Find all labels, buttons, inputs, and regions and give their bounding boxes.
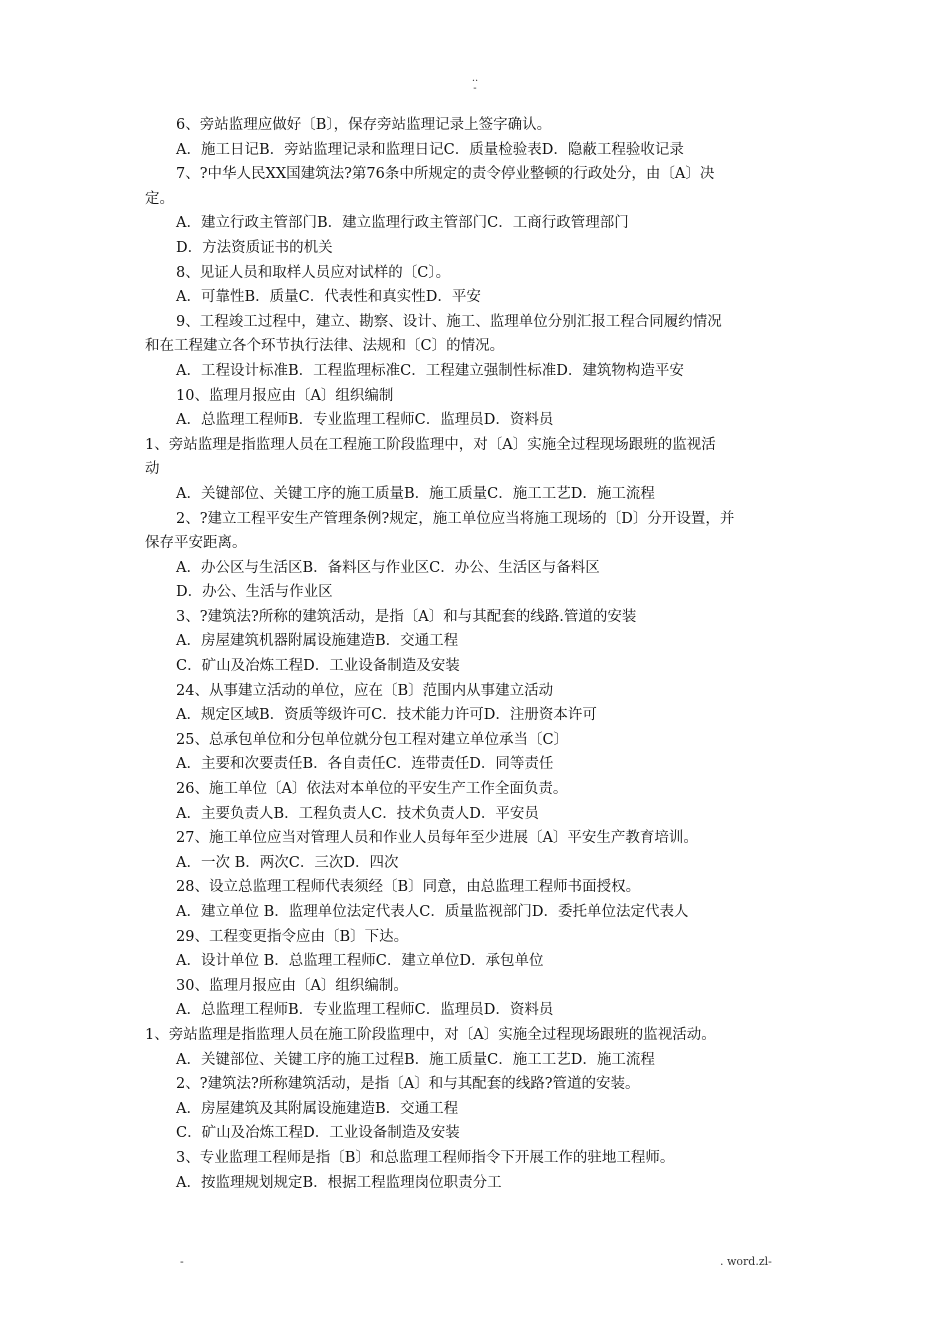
page-header: [0, 74, 950, 94]
text-line: 保存平安距离。: [145, 535, 247, 552]
text-line: 28、设立总监理工程师代表须经〔B〕同意，由总监理工程师书面授权。: [176, 879, 641, 896]
text-line: D．方法资质证书的机关: [176, 239, 333, 256]
text-line: A．关键部位、关键工序的施工质量B．施工质量C．施工工艺D．施工流程: [176, 485, 655, 502]
text-line: A．办公区与生活区B．备料区与作业区C．办公、生活区与备料区: [176, 559, 600, 576]
footer-right: . word.zl-: [720, 1255, 772, 1268]
text-line: 29、工程变更指令应由〔B〕下达。: [176, 928, 409, 945]
text-line: 6、旁站监理应做好〔B〕，保存旁站监理记录上签字确认。: [176, 117, 552, 133]
text-line: A．规定区域B．资质等级许可C．技术能力许可D．注册资本许可: [176, 707, 597, 724]
text-line: 3、专业监理工程师是指〔B〕和总监理工程师指令下开展工作的驻地工程师。: [176, 1149, 675, 1166]
text-line: A．建立行政主管部门B．建立监理行政主管部门C．工商行政管理部门: [176, 215, 629, 232]
text-line: 25、总承包单位和分包单位就分包工程对建立单位承当〔C〕: [176, 731, 569, 748]
text-line: 1、旁站监理是指监理人员在工程施工阶段监理中，对〔A〕实施全过程现场跟班的监视活: [145, 436, 716, 453]
text-line: 26、施工单位〔A〕依法对本单位的平安生产工作全面负责。: [176, 781, 568, 798]
text-line: 8、见证人员和取样人员应对试样的〔C〕。: [176, 264, 451, 281]
header-mark-bottom: -: [473, 83, 477, 94]
text-line: A．施工日记B．旁站监理记录和监理日记C．质量检验表D．隐蔽工程验收记录: [176, 141, 684, 158]
text-line: A．房屋建筑机器附属设施建造B．交通工程: [176, 633, 459, 650]
text-line: 2、?建立工程平安生产管理条例?规定，施工单位应当将施工现场的〔D〕分开设置，并: [176, 510, 735, 527]
header-mark-top: ..: [471, 73, 479, 84]
text-line: 1、旁站监理是指监理人员在施工阶段监理中，对〔A〕实施全过程现场跟班的监视活动。: [145, 1026, 716, 1043]
text-line: A．可靠性B．质量C．代表性和真实性D．平安: [176, 289, 481, 306]
text-line: A．按监理规划规定B．根据工程监理岗位职责分工: [176, 1174, 502, 1191]
text-line: A．一次 B．两次C．三次D．四次: [176, 854, 399, 871]
text-line: 7、?中华人民XX国建筑法?第76条中所规定的责令停业整顿的行政处分，由〔A〕决: [176, 166, 715, 183]
text-line: 3、?建筑法?所称的建筑活动，是指〔A〕和与其配套的线路.管道的安装: [176, 608, 637, 625]
text-line: 定。: [145, 190, 174, 207]
text-line: A．工程设计标准B．工程监理标准C．工程建立强制性标准D．建筑物构造平安: [176, 362, 684, 379]
text-line: C．矿山及冶炼工程D．工业设备制造及安装: [176, 658, 460, 675]
text-line: C．矿山及冶炼工程D．工业设备制造及安装: [176, 1125, 460, 1142]
text-line: 2、?建筑法?所称建筑活动，是指〔A〕和与其配套的线路?管道的安装。: [176, 1076, 640, 1093]
text-line: 30、监理月报应由〔A〕组织编制。: [176, 977, 408, 994]
text-line: A．主要负责人B．工程负责人C．技术负责人D．平安员: [176, 805, 539, 822]
text-line: A．主要和次要责任B．各自责任C．连带责任D．同等责任: [176, 756, 554, 773]
text-line: 9、工程竣工过程中，建立、勘察、设计、施工、监理单位分别汇报工程合同履约情况: [176, 313, 722, 330]
text-line: 27、施工单位应当对管理人员和作业人员每年至少进展〔A〕平安生产教育培训。: [176, 830, 698, 847]
text-line: A．总监理工程师B．专业监理工程师C．监理员D．资料员: [176, 412, 554, 429]
text-line: 10、监理月报应由〔A〕组织编制: [176, 387, 394, 404]
footer-left: -: [180, 1255, 184, 1268]
text-line: 和在工程建立各个环节执行法律、法规和〔C〕的情况。: [145, 338, 505, 355]
text-line: A．总监理工程师B．专业监理工程师C．监理员D．资料员: [176, 1002, 554, 1019]
text-line: A．设计单位 B．总监理工程师C．建立单位D．承包单位: [176, 953, 544, 970]
text-line: D．办公、生活与作业区: [176, 584, 333, 601]
text-line: 24、从事建立活动的单位，应在〔B〕范围内从事建立活动: [176, 682, 554, 699]
text-line: A．房屋建筑及其附属设施建造B．交通工程: [176, 1100, 459, 1117]
document-body: [145, 113, 810, 1195]
text-line: 动: [145, 461, 160, 478]
text-line: A．关键部位、关键工序的施工过程B．施工质量C．施工工艺D．施工流程: [176, 1051, 655, 1068]
text-line: A．建立单位 B．监理单位法定代表人C．质量监视部门D．委托单位法定代表人: [176, 904, 689, 920]
